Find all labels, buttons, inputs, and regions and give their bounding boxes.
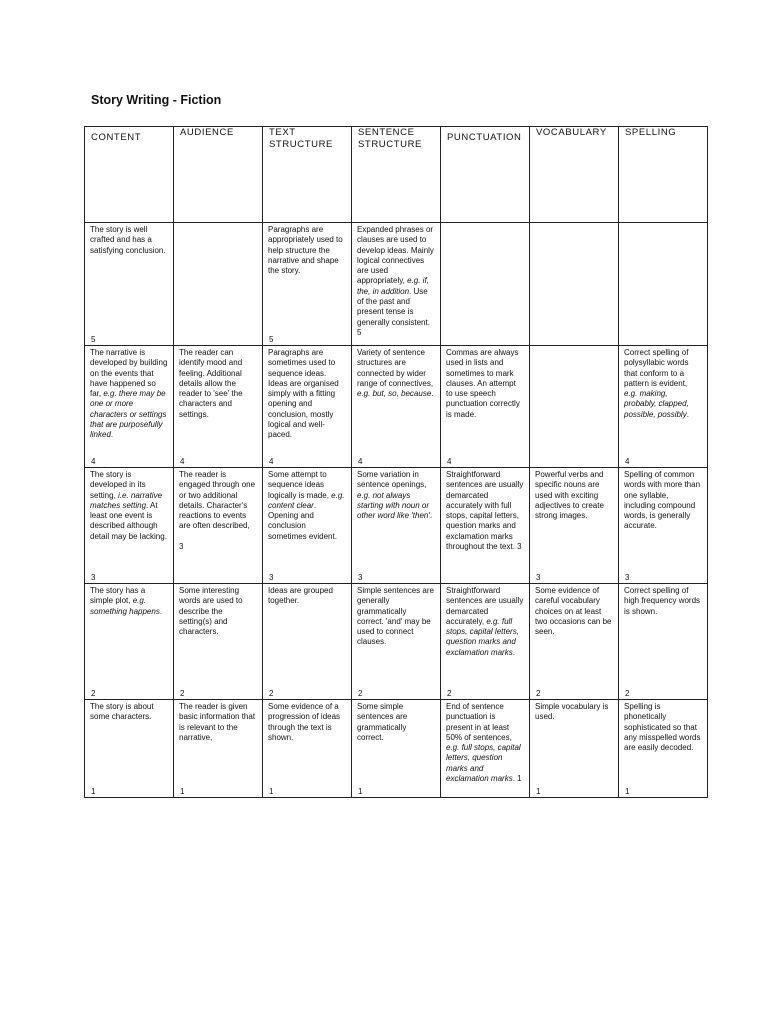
score-label: 3 <box>625 573 630 582</box>
cell-sentence-structure-level-2 <box>352 584 441 700</box>
criterion-text: The story is about some characters. <box>90 702 154 722</box>
cell-text-structure-level-4 <box>263 346 352 468</box>
score-label: 3 <box>358 573 363 582</box>
score-label: 2 <box>447 689 452 698</box>
criterion-text: Powerful verbs and specific nouns are used with exciting adjectives to create strong images. <box>535 470 604 521</box>
score-label: 2 <box>269 689 274 698</box>
cell-text-structure-level-2 <box>263 584 352 700</box>
cell-vocabulary-level-4 <box>530 346 619 468</box>
cell-spelling-level-4 <box>619 346 708 468</box>
rubric-table <box>84 126 708 798</box>
criterion-text: Some interesting words are used to describe the setting(s) and characters. <box>179 586 243 637</box>
score-label: 1 <box>180 787 185 796</box>
criterion-text: Simple sentences are generally grammatically correct. 'and' may be used to connect clauses. <box>357 586 434 647</box>
score-label: 5 <box>269 335 274 344</box>
cell-audience-level-1 <box>174 700 263 798</box>
score-label: 2 <box>358 689 363 698</box>
criterion-text: Simple vocabulary is used. <box>535 702 609 722</box>
score-label: 4 <box>269 457 274 466</box>
score-label: 2 <box>536 689 541 698</box>
criterion-text: The story is developed in its setting, i.e. narrative matches setting. At least one event is described although detail may be lacking. <box>90 470 167 541</box>
criterion-text: Straightforward sentences are usually demarcated accurately, e.g. full stops, capital letters, question marks and exclamation marks. <box>446 586 524 657</box>
header-audience: AUDIENCE <box>174 127 263 223</box>
criterion-text: Some evidence of careful vocabulary choices on at least two occasions can be seen. <box>535 586 612 637</box>
criterion-text: Some evidence of a progression of ideas through the text is shown. <box>268 702 341 742</box>
header-punctuation: PUNCTUATION <box>441 127 530 223</box>
criterion-text: Paragraphs are sometimes used to sequence ideas. Ideas are organised simply with a fitting opening and conclusion, mostly logical and well-paced. <box>268 348 339 440</box>
criterion-text: The narrative is developed by building on the events that have happened so far, e.g. there may be one or more characters or settings that are purposefully linked. <box>90 348 168 440</box>
cell-audience-level-3 <box>174 468 263 584</box>
score-label: 1 <box>358 787 363 796</box>
criterion-text: The reader is given basic information that is relevant to the narrative, <box>179 702 256 742</box>
criterion-text: Correct spelling of high frequency words is shown. <box>624 586 701 616</box>
cell-sentence-structure-level-3 <box>352 468 441 584</box>
cell-audience-level-5 <box>174 223 263 346</box>
cell-spelling-level-3 <box>619 468 708 584</box>
header-text-structure: TEXT STRUCTURE <box>263 127 352 223</box>
cell-text-structure-level-3 <box>263 468 352 584</box>
document-title: Story Writing - Fiction <box>91 93 222 107</box>
criterion-text: End of sentence punctuation is present in at least 50% of sentences, e.g. full stops, capital letters, question marks and exclamation marks. 1 <box>446 702 522 784</box>
score-label: 3 <box>91 573 96 582</box>
score-label: 2 <box>180 689 185 698</box>
score-label: 2 <box>91 689 96 698</box>
criterion-text: Correct spelling of polysyllabic words that conform to a pattern is evident, e.g. making, probably, clapped, possible, possibly. <box>624 348 689 419</box>
criterion-text: Some attempt to sequence ideas logically is made, e.g. content clear. Opening and conclusion sometimes evident. <box>268 470 345 541</box>
rubric-row-level-4 <box>85 346 708 468</box>
criterion-text: The story has a simple plot, e.g. something happens. <box>90 586 163 616</box>
cell-punctuation-level-2 <box>441 584 530 700</box>
cell-punctuation-level-3 <box>441 468 530 584</box>
score-label: 2 <box>625 689 630 698</box>
criterion-text: Some variation in sentence openings, e.g. not always starting with noun or other word like 'then'. <box>357 470 433 521</box>
criterion-text: The reader is engaged through one or two additional details. Character's reactions to events are often described, 3 <box>179 470 256 552</box>
rubric-row-level-2 <box>85 584 708 700</box>
score-label: 4 <box>358 457 363 466</box>
score-label: 3 <box>536 573 541 582</box>
header-row <box>85 127 708 223</box>
score-label: 4 <box>180 457 185 466</box>
cell-vocabulary-level-2 <box>530 584 619 700</box>
header-spelling: SPELLING <box>619 127 708 223</box>
criterion-text: The story is well crafted and has a satisfying conclusion. <box>90 225 166 255</box>
rubric-row-level-3 <box>85 468 708 584</box>
rubric-row-level-1 <box>85 700 708 798</box>
cell-content-level-3 <box>85 468 174 584</box>
rubric-body <box>85 223 708 798</box>
criterion-text: Paragraphs are appropriately used to help structure the narrative and shape the story. <box>268 225 343 276</box>
criterion-text: Some simple sentences are grammatically correct. <box>357 702 408 742</box>
cell-punctuation-level-4 <box>441 346 530 468</box>
cell-audience-level-2 <box>174 584 263 700</box>
cell-sentence-structure-level-4 <box>352 346 441 468</box>
cell-punctuation-level-5 <box>441 223 530 346</box>
criterion-text: Spelling of common words with more than one syllable, including compound words, is generally accurate. <box>624 470 701 531</box>
criterion-text: Commas are always used in lists and sometimes to mark clauses. An attempt to use speech punctuation correctly is made. <box>446 348 520 419</box>
score-label: 5 <box>91 335 96 344</box>
cell-audience-level-4 <box>174 346 263 468</box>
cell-vocabulary-level-5 <box>530 223 619 346</box>
rubric-row-level-5 <box>85 223 708 346</box>
criterion-text: Straightforward sentences are usually demarcated accurately with full stops, capital letters, question marks and exclamation marks throughout the text. 3 <box>446 470 524 552</box>
header-content: CONTENT <box>85 127 174 223</box>
score-label: 1 <box>536 787 541 796</box>
cell-vocabulary-level-3 <box>530 468 619 584</box>
cell-vocabulary-level-1 <box>530 700 619 798</box>
cell-content-level-4 <box>85 346 174 468</box>
cell-spelling-level-5 <box>619 223 708 346</box>
cell-text-structure-level-1 <box>263 700 352 798</box>
score-label: 3 <box>269 573 274 582</box>
cell-spelling-level-1 <box>619 700 708 798</box>
header-vocabulary: VOCABULARY <box>530 127 619 223</box>
cell-content-level-2 <box>85 584 174 700</box>
header-sentence-structure: SENTENCE STRUCTURE <box>352 127 441 223</box>
criterion-text: Expanded phrases or clauses are used to develop ideas. Mainly logical connectives are used appropriately, e.g. if, the, in addition. Use of the past and present tense is generally consistent. 5 <box>357 225 434 337</box>
cell-punctuation-level-1 <box>441 700 530 798</box>
cell-content-level-1 <box>85 700 174 798</box>
score-label: 4 <box>447 457 452 466</box>
cell-text-structure-level-5 <box>263 223 352 346</box>
score-label: 1 <box>625 787 630 796</box>
cell-spelling-level-2 <box>619 584 708 700</box>
cell-sentence-structure-level-5 <box>352 223 441 346</box>
cell-content-level-5 <box>85 223 174 346</box>
score-label: 4 <box>91 457 96 466</box>
score-label: 1 <box>269 787 274 796</box>
score-label: 4 <box>625 457 630 466</box>
score-label: 1 <box>91 787 96 796</box>
criterion-text: Ideas are grouped together. <box>268 586 333 606</box>
cell-sentence-structure-level-1 <box>352 700 441 798</box>
criterion-text: Variety of sentence structures are connected by wider range of connectives, e.g. but, so, because. <box>357 348 434 399</box>
criterion-text: The reader can identify mood and feeling. Additional details allow the reader to 'see' the characters and settings. <box>179 348 243 419</box>
criterion-text: Spelling is phonetically sophisticated so that any misspelled words are easily decoded. <box>624 702 701 753</box>
